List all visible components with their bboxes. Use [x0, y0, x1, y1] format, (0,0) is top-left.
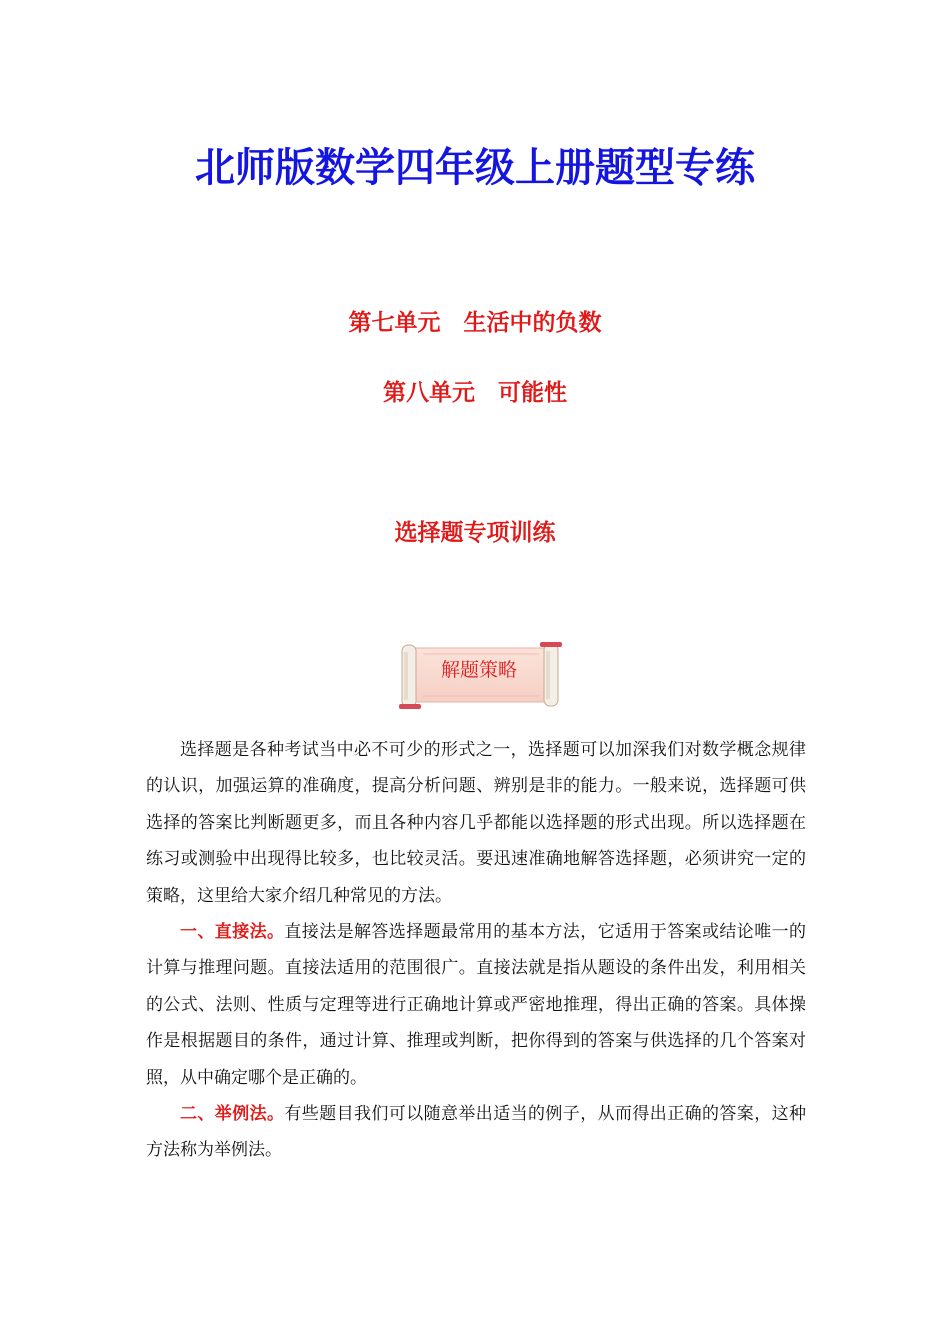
section-title: 选择题专项训练: [394, 520, 556, 546]
unit-seven-heading: 第七单元 生活中的负数: [348, 310, 602, 336]
strategy-body: [146, 732, 806, 1169]
strategy-scroll-banner: [395, 642, 563, 712]
scroll-label: 解题策略: [440, 659, 517, 681]
intro-paragraph: 选择题是各种考试当中必不可少的形式之一，选择题可以加深我们对数学概念规律的认识，加强运算的准确度，提高分析问题、辨别是非的能力。一般来说，选择题可供选择的答案比判断题更多，而且各种内容几乎都能以选择题的形式出现。所以选择题在练习或测验中出现得比较多，也比较灵活。要迅速准确地解答选择题，必须讲究一定的策略，这里给大家介绍几种常见的方法。: [146, 740, 806, 906]
page-title: 北师版数学四年级上册题型专练: [195, 145, 755, 191]
method-paragraph: [146, 914, 806, 1096]
unit-eight-heading: 第八单元 可能性: [383, 380, 567, 406]
method-description: 直接法是解答选择题最常用的基本方法，它适用于答案或结论唯一的计算与推理问题。直接法适用的范围很广。直接法就是指从题设的条件出发，利用相关的公式、法则、性质与定理等进行正确地计算或严密地推理，得出正确的答案。具体操作是根据题目的条件，通过计算、推理或判断，把你得到的答案与供选择的几个答案对照，从中确定哪个是正确的。: [146, 922, 807, 1088]
method-paragraph: [146, 1096, 806, 1169]
method-name: 一、直接法。: [180, 922, 285, 943]
method-description: 有些题目我们可以随意举出适当的例子，从而得出正确的答案，这种方法称为举例法。: [146, 1104, 807, 1161]
method-name: 二、举例法。: [180, 1104, 285, 1125]
